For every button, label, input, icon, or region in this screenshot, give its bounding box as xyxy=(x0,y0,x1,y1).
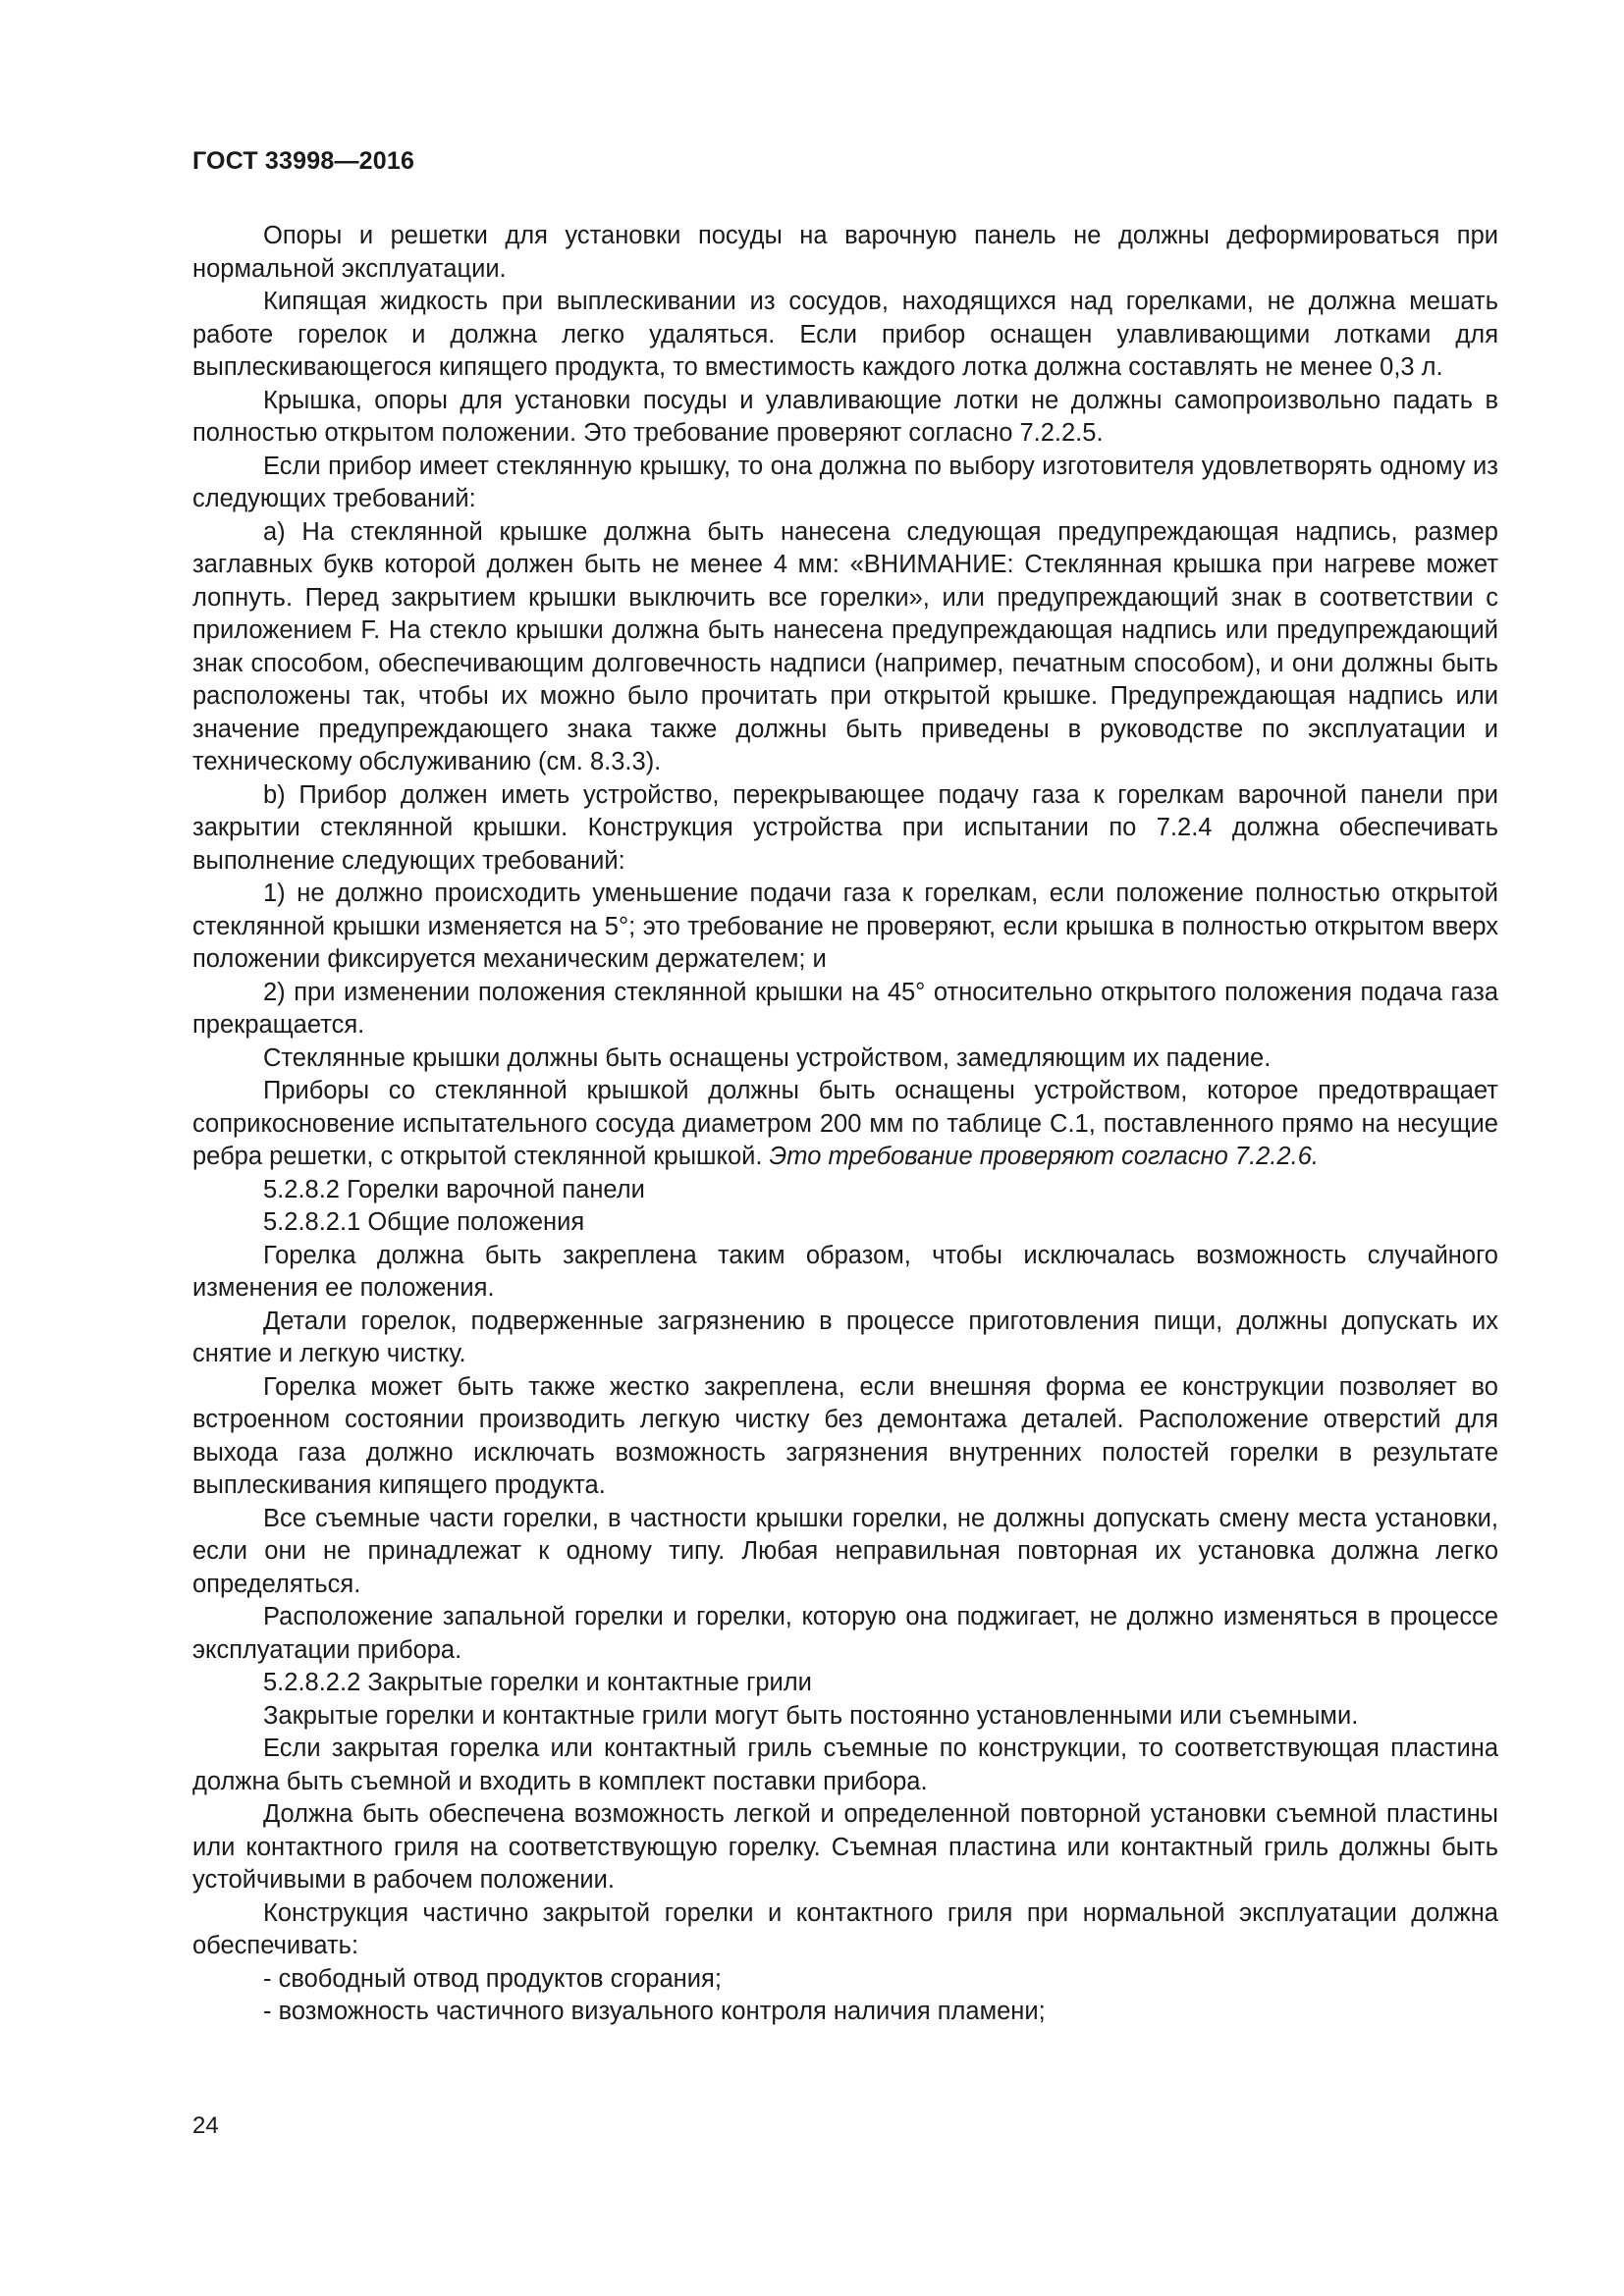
paragraph: Если закрытая горелка или контактный гриль съемные по конструкции, то соответствующая пластина должна быть съемной и входить в комплект поставки прибора. xyxy=(192,1735,1498,1795)
paragraph: Должна быть обеспечена возможность легкой и определенной повторной установки съемной пластины или контактного гриля на соответствующую горелку. Съемная пластина или контактный гриль должны быть устойчивыми в рабочем положении. xyxy=(192,1800,1498,1894)
paragraph: Все съемные части горелки, в частности крышки горелки, не должны допускать смену места установки, если они не принадлежат к одному типу. Любая неправильная повторная их установка должна легко определяться. xyxy=(192,1504,1498,1598)
list-item-2: 2) при изменении положения стеклянной крышки на 45° относительно открытого положения подача газа прекращается. xyxy=(192,978,1498,1039)
subsection-heading: 5.2.8.2.1 Общие положения xyxy=(263,1208,585,1236)
list-item-b: b) Прибор должен иметь устройство, перекрывающее подачу газа к горелкам варочной панели при закрытии стеклянной крышки. Конструкция устройства при испытании по 7.2.4 должна обеспечивать выполнение следующих требований: xyxy=(192,780,1498,875)
check-reference: Это требование проверяют согласно 7.2.2.6. xyxy=(769,1143,1319,1170)
paragraph: Крышка, опоры для установки посуды и улавливающие лотки не должны самопроизвольно падать в полностью открытом положении. Это требование проверяют согласно 7.2.2.5. xyxy=(192,386,1498,447)
paragraph: Горелка должна быть закреплена таким образом, чтобы исключалась возможность случайного изменения ее положения. xyxy=(192,1241,1498,1302)
list-item-a: a) На стеклянной крышке должна быть нанесена следующая предупреждающая надпись, размер заглавных букв которой должен быть не менее 4 мм: «ВНИМАНИЕ: Стеклянная крышка при нагреве может лопнуть. Перед закрытием крышки выключить все горелки», или предупреждающий знак в соответствии с приложением F. На стекло крышки должна быть нанесена предупреждающая надпись или предупреждающий знак способом, обеспечивающим долговечность надписи (например, печатным способом), и они должны быть расположены так, чтобы их можно было прочитать при открытой крышке. Предупреждающая надпись или значение предупреждающего знака также должны быть приведены в руководстве по эксплуатации и техническому обслуживанию (см. 8.3.3). xyxy=(192,517,1498,775)
bullet-item: - возможность частичного визуального контроля наличия пламени; xyxy=(263,1998,1046,2025)
subsection-heading: 5.2.8.2.2 Закрытые горелки и контактные грили xyxy=(263,1669,812,1696)
paragraph: Расположение запальной горелки и горелки, которую она поджигает, не должно изменяться в процессе эксплуатации прибора. xyxy=(192,1603,1498,1664)
list-item-1: 1) не должно происходить уменьшение подачи газа к горелкам, если положение полностью открытой стеклянной крышки изменяется на 5°; это требование не проверяют, если крышка в полностью открытом вверх положении фиксируется механическим держателем; и xyxy=(192,880,1498,973)
paragraph: Конструкция частично закрытой горелки и контактного гриля при нормальной эксплуатации должна обеспечивать: xyxy=(192,1898,1498,1959)
paragraph: Кипящая жидкость при выплескивании из сосудов, находящихся над горелками, не должна мешать работе горелок и должна легко удаляться. Если прибор оснащен улавливающими лотками для выплескивающегося кипящего продукта, то вместимость каждого лотка должна составлять не менее 0,3 л. xyxy=(192,288,1498,381)
bullet-item: - свободный отвод продуктов сгорания; xyxy=(263,1964,722,1993)
document-code: ГОСТ 33998—2016 xyxy=(192,147,415,175)
page-number: 24 xyxy=(192,2112,219,2139)
document-body xyxy=(192,220,1498,2029)
paragraph: Стеклянные крышки должны быть оснащены устройством, замедляющим их падение. xyxy=(263,1043,1272,1072)
paragraph: Детали горелок, подверженные загрязнению в процессе приготовления пищи, должны допускать их снятие и легкую чистку. xyxy=(192,1307,1498,1367)
paragraph: Если прибор имеет стеклянную крышку, то она должна по выбору изготовителя удовлетворять одному из следующих требований: xyxy=(192,452,1498,512)
paragraph: Закрытые горелки и контактные грили могут быть постоянно установленными или съемными. xyxy=(263,1701,1359,1730)
section-heading: 5.2.8.2 Горелки варочной панели xyxy=(263,1175,645,1203)
paragraph xyxy=(192,1075,1498,1174)
paragraph: Горелка может быть также жестко закреплена, если внешняя форма ее конструкции позволяет во встроенном состоянии производить легкую чистку без демонтажа деталей. Расположение отверстий для выхода газа должно исключать возможность загрязнения внутренних полостей горелки в результате выплескивания кипящего продукта. xyxy=(192,1372,1498,1499)
paragraph-text: Приборы со стеклянной крышкой должны быть оснащены устройством, которое предотвращает соприкосновение испытательного сосуда диаметром 200 мм по таблице С.1, поставленного прямо на несущие ребра решетки, с открытой стеклянной крышкой. xyxy=(192,1077,1498,1170)
paragraph: Опоры и решетки для установки посуды на варочную панель не должны деформироваться при нормальной эксплуатации. xyxy=(192,222,1498,283)
